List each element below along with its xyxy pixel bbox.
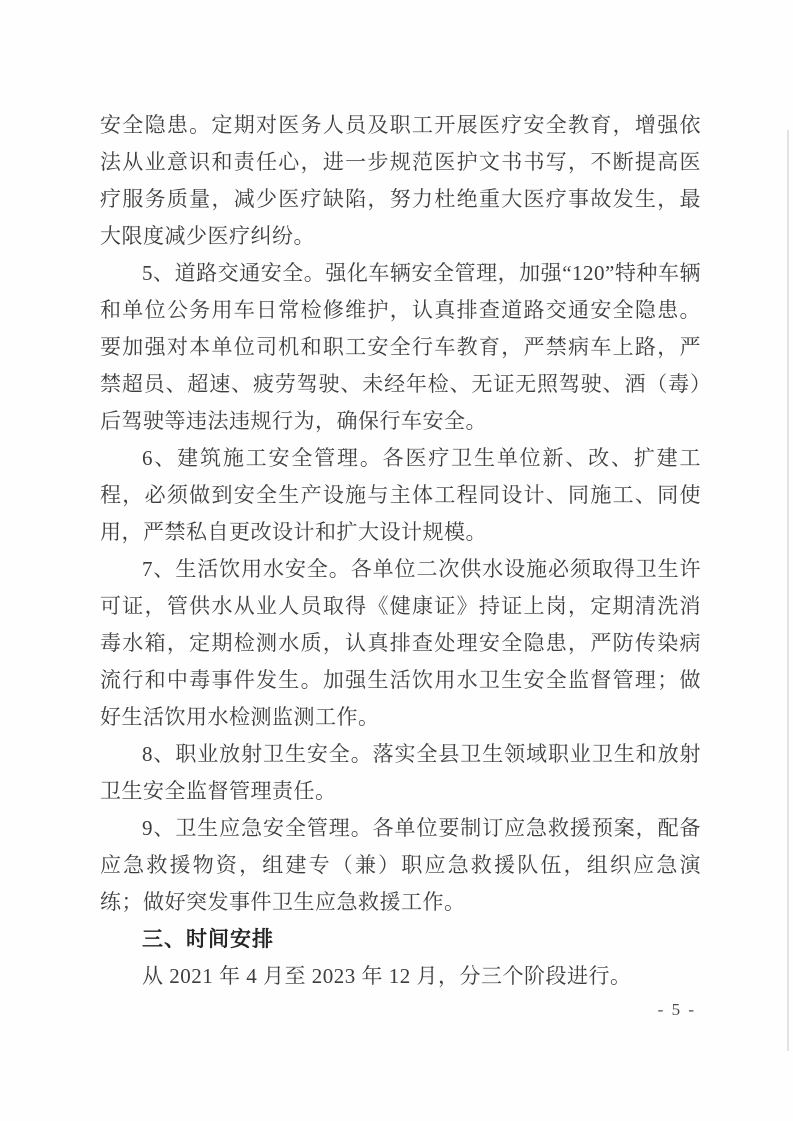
section-heading-time-schedule: 三、时间安排: [142, 928, 274, 951]
paragraph-medical-safety-continued: 安全隐患。定期对医务人员及职工开展医疗安全教育，增强依法从业意识和责任心，进一步规范医护文书书写，不断提高医疗服务质量，减少医疗缺陷，努力杜绝重大医疗事故发生，最大限度减少医疗纠纷。: [100, 113, 701, 248]
item-5-road-traffic-safety: 5、道路交通安全。强化车辆安全管理，加强“120”特种车辆和单位公务用车日常检修维护，认真排查道路交通安全隐患。要加强对本单位司机和职工安全行车教育，严禁病车上路，严禁超员、超速、疲劳驾驶、未经年检、无证无照驾驶、酒（毒）后驾驶等违法违规行为，确保行车安全。: [100, 261, 701, 433]
item-9-health-emergency-management: 9、卫生应急安全管理。各单位要制订应急救援预案，配备应急救援物资，组建专（兼）职应急救援队伍，组织应急演练；做好突发事件卫生应急救援工作。: [100, 816, 701, 914]
scan-edge-artifact: [787, 130, 789, 1051]
item-6-construction-safety: 6、建筑施工安全管理。各医疗卫生单位新、改、扩建工程，必须做到安全生产设施与主体工程同设计、同施工、同使用，严禁私自更改设计和扩大设计规模。: [100, 446, 701, 544]
item-7-drinking-water-safety: 7、生活饮用水安全。各单位二次供水设施必须取得卫生许可证，管供水从业人员取得《健康证》持证上岗，定期清洗消毒水箱，定期检测水质，认真排查处理安全隐患，严防传染病流行和中毒事件发生。加强生活饮用水卫生安全监督管理；做好生活饮用水检测监测工作。: [100, 557, 701, 729]
page-number: - 5 -: [657, 1000, 696, 1019]
document-body: [100, 107, 701, 995]
item-8-occupational-radiation-safety: 8、职业放射卫生安全。落实全县卫生领域职业卫生和放射卫生安全监督管理责任。: [100, 742, 701, 803]
paragraph-time-schedule-detail: 从 2021 年 4 月至 2023 年 12 月，分三个阶段进行。: [142, 964, 632, 988]
